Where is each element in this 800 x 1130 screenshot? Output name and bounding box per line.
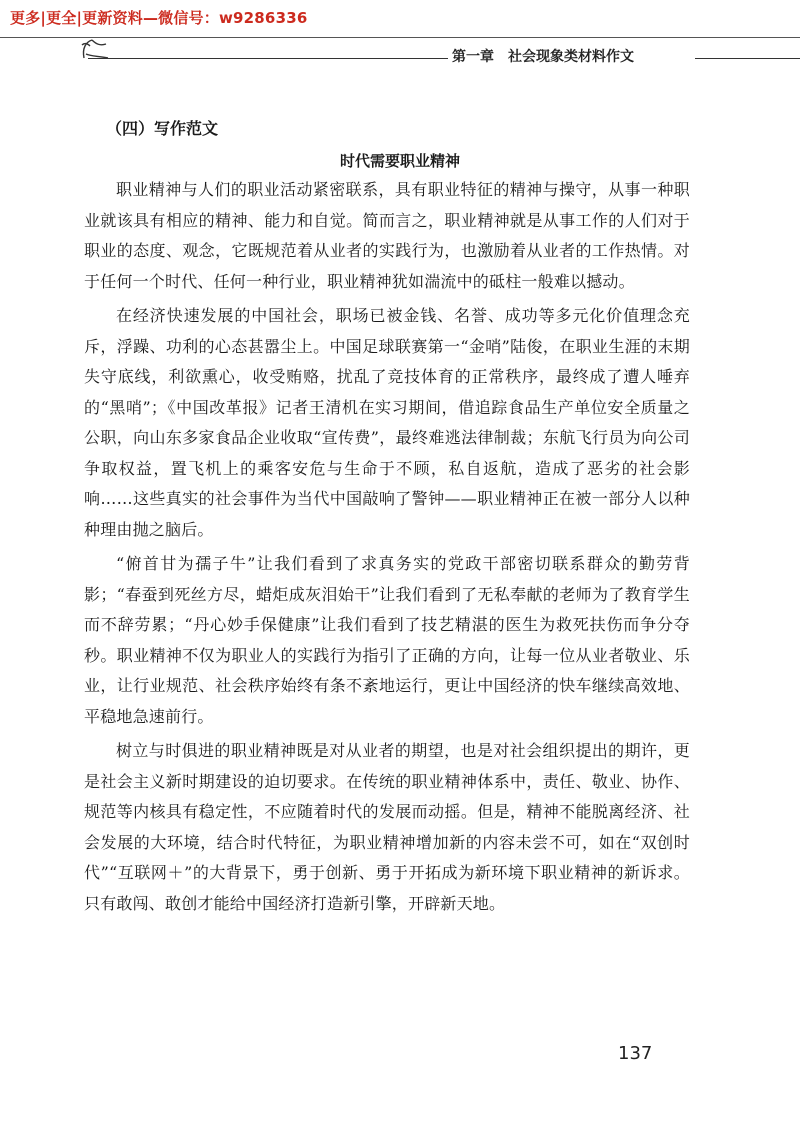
section-heading: （四）写作范文 [106, 119, 219, 138]
paragraph-1: 职业精神与人们的职业活动紧密联系，具有职业特征的精神与操守，从事一种职业就该具有相应的精神、能力和自觉。简而言之，职业精神就是从事工作的人们对于职业的态度、观念，它既规范着从业者的实践行为，也激励着从业者的工作热情。对于任何一个时代、任何一种行业，职业精神犹如湍流中的砥柱一般难以撼动。 [84, 180, 690, 291]
page-number: 137 [618, 1043, 653, 1064]
running-header: 第一章 社会现象类材料作文 [452, 49, 634, 65]
article-title: 时代需要职业精神 [339, 152, 460, 170]
paragraph-3: “俯首甘为孺子牛”让我们看到了求真务实的党政干部密切联系群众的勤劳背影；“春蚕到死丝方尽，蜡炬成灰泪始干”让我们看到了无私奉献的老师为了教育学生而不辞劳累；“丹心妙手保健康”让我们看到了技艺精湛的医生为救死扶伤而争分夺秒。职业精神不仅为职业人的实践行为指引了正确的方向，让每一位从业者敬业、乐业，让行业规范、社会秩序始终有条不紊地运行，更让中国经济的快车继续高效地、平稳地急速前行。 [84, 554, 690, 726]
header-rule-right [695, 58, 800, 59]
watermark-banner: 更多|更全|更新资料—微信号：w9286336 [10, 9, 308, 27]
header-rule-left [88, 58, 448, 59]
paragraph-2: 在经济快速发展的中国社会，职场已被金钱、名誉、成功等多元化价值理念充斥，浮躁、功利的心态甚嚣尘上。中国足球联赛第一“金哨”陆俊，在职业生涯的末期失守底线，利欲熏心，收受贿赂，扰乱了竞技体育的正常秩序，最终成了遭人唾弃的“黑哨”；《中国改革报》记者王清机在实习期间，借追踪食品生产单位安全质量之公职，向山东多家食品企业收取“宣传费”，最终难逃法律制裁；东航飞行员为向公司争取权益，置飞机上的乘客安危与生命于不顾，私自返航，造成了恶劣的社会影响……这些真实的社会事件为当代中国敲响了警钟——职业精神正在被一部分人以种种理由抛之脑后。 [84, 306, 690, 539]
article-body [84, 175, 690, 919]
top-divider [0, 37, 800, 38]
header-ornament-icon [72, 34, 112, 64]
paragraph-4: 树立与时俱进的职业精神既是对从业者的期望，也是对社会组织提出的期许，更是社会主义新时期建设的迫切要求。在传统的职业精神体系中，责任、敬业、协作、规范等内核具有稳定性，不应随着时代的发展而动摇。但是，精神不能脱离经济、社会发展的大环境，结合时代特征，为职业精神增加新的内容未尝不可，如在“双创时代”“互联网＋”的大背景下，勇于创新、勇于开拓成为新环境下职业精神的新诉求。只有敢闯、敢创才能给中国经济打造新引擎，开辟新天地。 [84, 741, 690, 913]
